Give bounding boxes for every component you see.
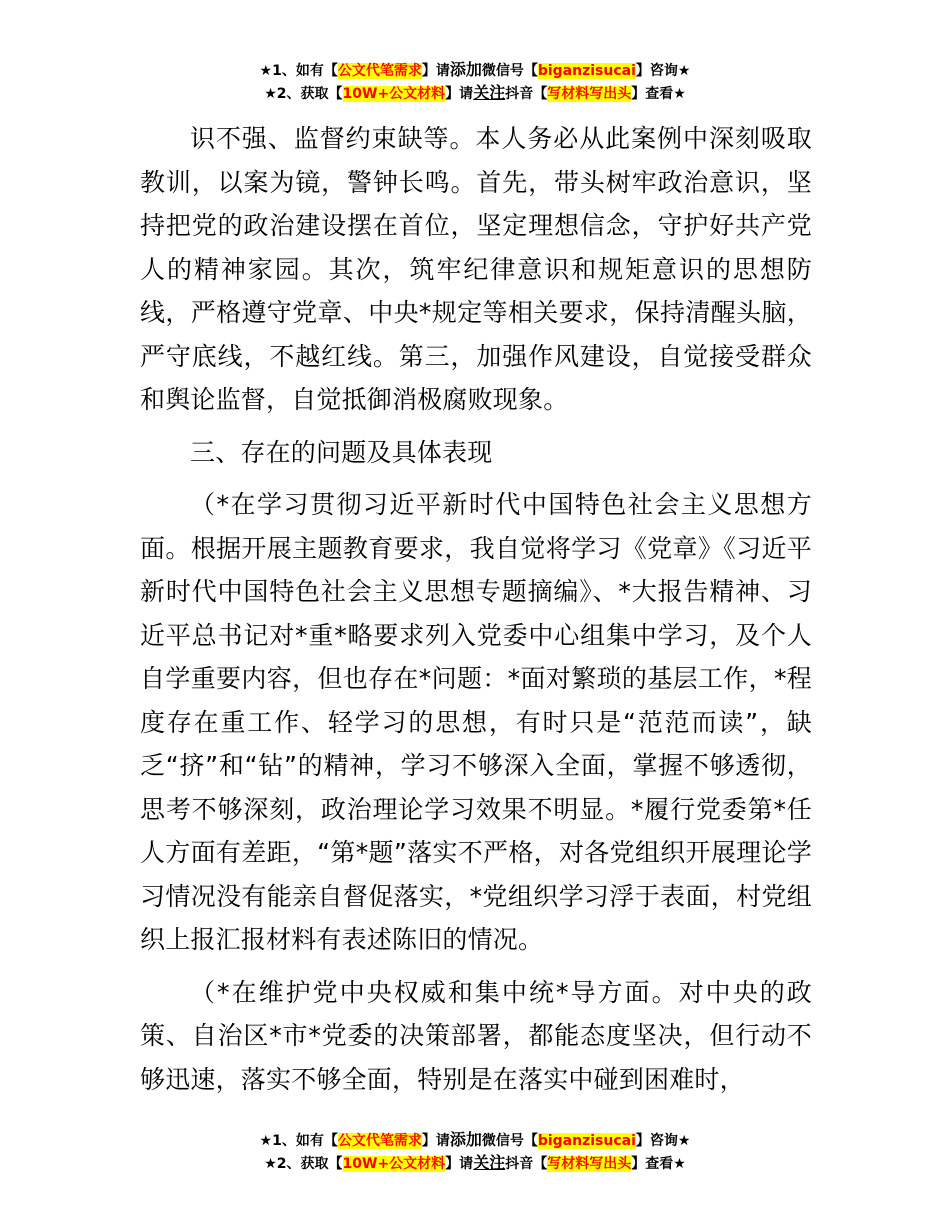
- paragraph-study: （*在学习贯彻习近平新时代中国特色社会主义思想方面。根据开展主题教育要求，我自觉将学习《党章》《习近平新时代中国特色社会主义思想专题摘编》、*大报告精神、习近平总书记对*重*略要求列入党委中心组集中学习，及个人自学重要内容，但也存在*问题：*面对繁琐的基层工作，*程度存在重工作、轻学习的思想，有时只是“范范而读”，缺乏“挤”和“钻”的精神，学习不够深入全面，掌握不够透彻，思考不够深刻，政治理论学习效果不明显。*履行党委第*任人方面有差距，“第*题”落实不严格，对各党组织开展理论学习情况没有能亲自督促落实，*党组织学习浮于表面，村党组织上报汇报材料有表述陈旧的情况。: [140, 490, 812, 954]
- banner-emphasis: 关注: [473, 1153, 506, 1172]
- footer-banner: [0, 1129, 950, 1175]
- banner-text: 】查看★: [631, 1156, 686, 1172]
- banner-text: 】查看★: [631, 86, 686, 102]
- banner-text: 抖音【: [505, 86, 548, 102]
- banner-text: 】请: [445, 86, 474, 102]
- banner-text: 抖音【: [505, 1156, 548, 1172]
- banner-text: 】咨询★: [635, 1133, 691, 1149]
- banner-highlight: 10W+公文材料: [342, 1156, 446, 1172]
- banner-line-2: [0, 82, 950, 105]
- section-heading: 三、存在的问题及具体表现: [190, 437, 493, 467]
- banner-text: ★1、如有【: [259, 63, 338, 79]
- banner-text: 微信号【: [481, 63, 538, 79]
- banner-highlight: 写材料写出头: [547, 86, 632, 102]
- banner-text: ★1、如有【: [259, 1133, 338, 1149]
- banner-text: 】咨询★: [635, 63, 691, 79]
- banner-emphasis: 添加: [449, 1130, 482, 1149]
- document-body: [140, 117, 812, 1101]
- banner-line-1: [0, 1129, 950, 1152]
- banner-emphasis: 添加: [449, 60, 482, 79]
- banner-text: ★2、获取【: [264, 86, 343, 102]
- paragraph-case-lesson: 识不强、监督约束缺等。本人务必从此案例中深刻吸取教训，以案为镜，警钟长鸣。首先，带头树牢政治意识，坚持把党的政治建设摆在首位，坚定理想信念，守护好共产党人的精神家园。其次，筑牢纪律意识和规矩意识的思想防线，严格遵守党章、中央*规定等相关要求，保持清醒头脑，严守底线，不越红线。第三，加强作风建设，自觉接受群众和舆论监督，自觉抵御消极腐败现象。: [140, 124, 812, 414]
- banner-highlight: biganzisucai: [537, 1133, 636, 1149]
- header-banner: [0, 59, 950, 105]
- banner-text: 】请: [421, 1133, 450, 1149]
- banner-text: 微信号【: [481, 1133, 538, 1149]
- banner-line-1: [0, 59, 950, 82]
- banner-emphasis: 关注: [473, 83, 506, 102]
- banner-highlight: biganzisucai: [537, 63, 636, 79]
- paragraph-authority: （*在维护党中央权威和集中统*导方面。对中央的政策、自治区*市*党委的决策部署，都能态度坚决，但行动不够迅速，落实不够全面，特别是在落实中碰到困难时，: [140, 977, 812, 1094]
- banner-highlight: 公文代笔需求: [337, 63, 422, 79]
- banner-line-2: [0, 1152, 950, 1175]
- banner-highlight: 10W+公文材料: [342, 86, 446, 102]
- banner-highlight: 写材料写出头: [547, 1156, 632, 1172]
- banner-text: ★2、获取【: [264, 1156, 343, 1172]
- banner-text: 】请: [421, 63, 450, 79]
- banner-highlight: 公文代笔需求: [337, 1133, 422, 1149]
- banner-text: 】请: [445, 1156, 474, 1172]
